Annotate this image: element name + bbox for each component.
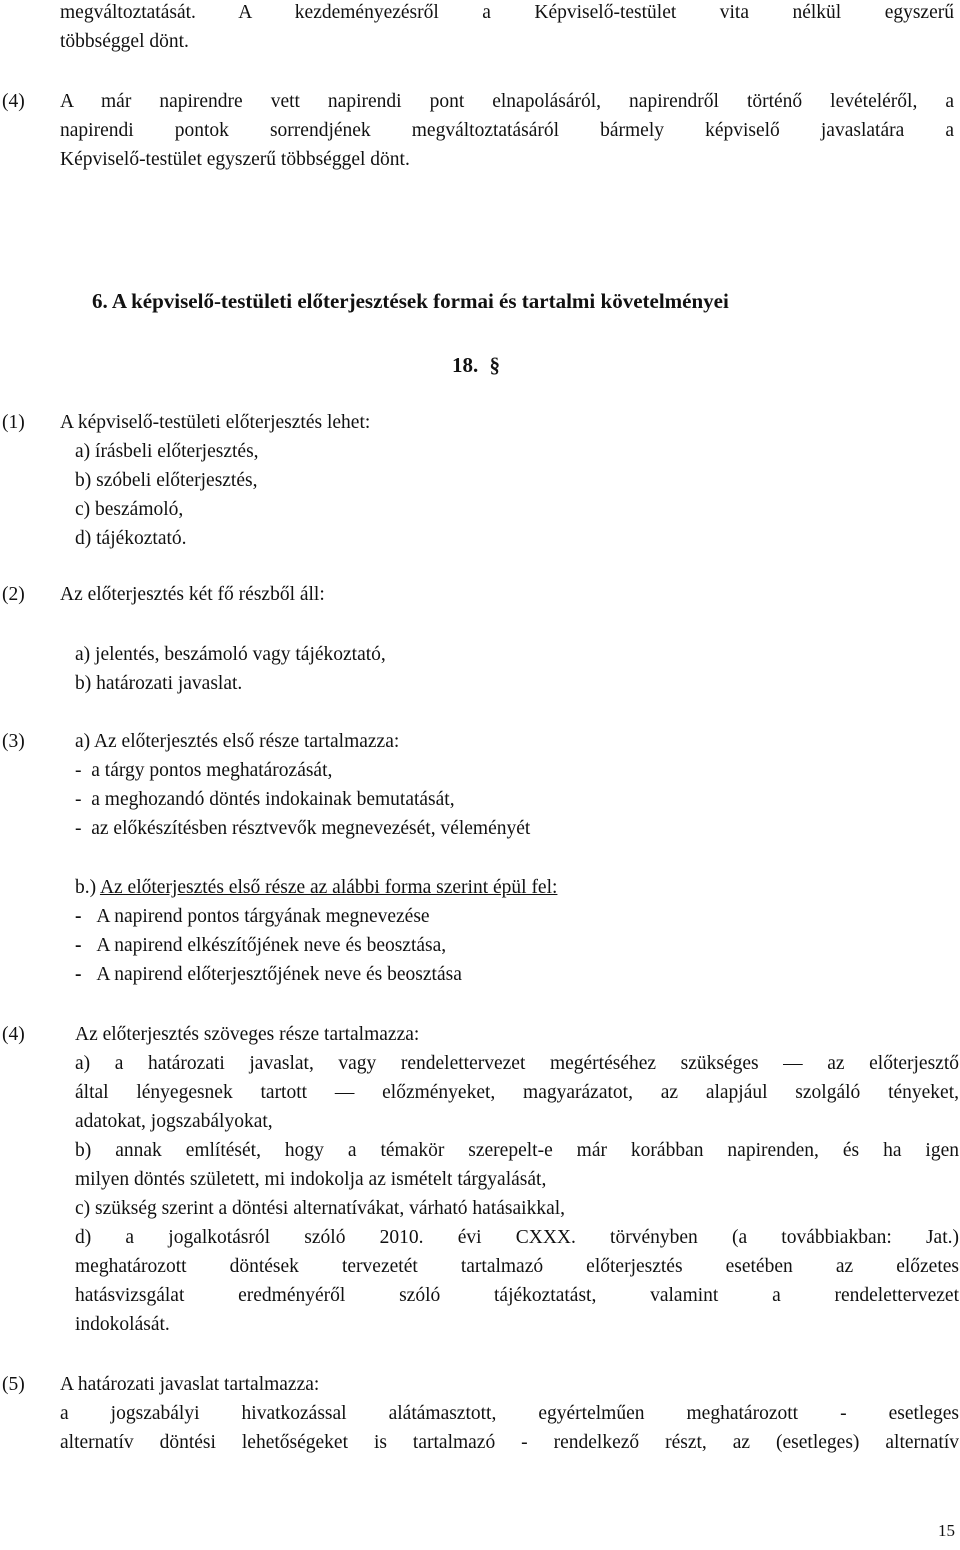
intro-line-2: többséggel dönt. [60, 31, 189, 52]
paragraph-sign [452, 351, 500, 380]
paragraph-4-prev-number: (4) [2, 91, 25, 112]
p3-item: - az előkészítésben résztvevők megnevezését, véleményét [75, 818, 531, 839]
p2-lead: Az előterjesztés két fő részből áll: [60, 584, 325, 605]
p3-b-dash: - [75, 906, 82, 927]
p5-line: a jogszabályi hivatkozással alátámasztott, egyértelműen meghatározott - esetleges [60, 1403, 959, 1424]
paragraph-4-prev-line-2: napirendi pontok sorrendjének megváltoztatásáról bármely képviselő javaslatára a [60, 120, 954, 141]
p1-item: c) beszámoló, [75, 499, 184, 520]
p1-lead: A képviselő-testületi előterjesztés lehet: [60, 412, 371, 433]
p1-number: (1) [2, 412, 25, 433]
p1-item: d) tájékoztató. [75, 528, 187, 549]
p2-number: (2) [2, 584, 25, 605]
section-heading: 6. A képviselő-testületi előterjesztések formai és tartalmi követelményei [92, 289, 729, 313]
p4-line: a) a határozati javaslat, vagy rendelettervezet megértéséhez szükséges — az előterjesztő [75, 1053, 959, 1074]
p4-line: meghatározott döntések tervezetét tartalmazó előterjesztés esetében az előzetes [75, 1256, 959, 1277]
p3-number: (3) [2, 731, 25, 752]
p2-item: a) jelentés, beszámoló vagy tájékoztató, [75, 644, 386, 665]
p3-item: - a meghozandó döntés indokainak bemutatását, [75, 789, 455, 810]
p3-lead: a) Az előterjesztés első része tartalmazza: [75, 731, 400, 752]
p3-b-underlined: Az előterjesztés első része az alábbi forma szerint épül fel: [99, 877, 558, 898]
p5-line: alternatív döntési lehetőségeket is tartalmazó - rendelkező részt, az (esetleges) alternatív [60, 1432, 959, 1453]
paragraph-4-prev-line-3: Képviselő-testület egyszerű többséggel dönt. [60, 149, 410, 170]
p3-b-dash: - [75, 935, 82, 956]
p5-number: (5) [2, 1374, 25, 1395]
p4-line: milyen döntés született, mi indokolja az ismételt tárgyalását, [75, 1169, 547, 1190]
p2-item: b) határozati javaslat. [75, 673, 243, 694]
p4-line: hatásvizsgálat eredményéről szóló tájékoztatást, valamint a rendelettervezet [75, 1285, 959, 1306]
p3-b-item [75, 902, 430, 931]
p4-line: b) annak említését, hogy a témakör szerepelt-e már korábban napirenden, és ha igen [75, 1140, 959, 1161]
p4-line: d) a jogalkotásról szóló 2010. évi CXXX. törvényben (a továbbiakban: Jat.) [75, 1227, 959, 1248]
p5-lead: A határozati javaslat tartalmazza: [60, 1374, 320, 1395]
p3-b-text: A napirend elkészítőjének neve és beosztása, [96, 935, 447, 956]
paragraph-4-prev-line-1: A már napirendre vett napirendi pont elnapolásáról, napirendről történő levételéről, a [60, 91, 954, 112]
intro-line-1: megváltoztatását. A kezdeményezésről a Képviselő-testület vita nélkül egyszerű [60, 2, 954, 23]
p3-b-text: A napirend előterjesztőjének neve és beosztása [96, 964, 462, 985]
page-number: 15 [938, 1521, 955, 1540]
p1-item: b) szóbeli előterjesztés, [75, 470, 258, 491]
paragraph-number: 18. [452, 353, 479, 377]
p3-b-item [75, 960, 462, 989]
p3-b-item [75, 931, 446, 960]
p3-b-prefix: b.) [75, 877, 97, 898]
p3-b-text: A napirend pontos tárgyának megnevezése [96, 906, 430, 927]
p3-b-heading [75, 873, 557, 902]
p3-b-dash: - [75, 964, 82, 985]
p4-number: (4) [2, 1024, 25, 1045]
paragraph-symbol: § [489, 353, 500, 377]
p4-line: által lényegesnek tartott — előzményeket, magyarázatot, az alapjául szolgáló tényeket, [75, 1082, 959, 1103]
p4-line: indokolását. [75, 1314, 170, 1335]
p4-lead: Az előterjesztés szöveges része tartalmazza: [75, 1024, 420, 1045]
p4-line: adatokat, jogszabályokat, [75, 1111, 273, 1132]
p1-item: a) írásbeli előterjesztés, [75, 441, 259, 462]
p3-item: - a tárgy pontos meghatározását, [75, 760, 333, 781]
p4-line: c) szükség szerint a döntési alternatívákat, várható hatásaikkal, [75, 1198, 566, 1219]
